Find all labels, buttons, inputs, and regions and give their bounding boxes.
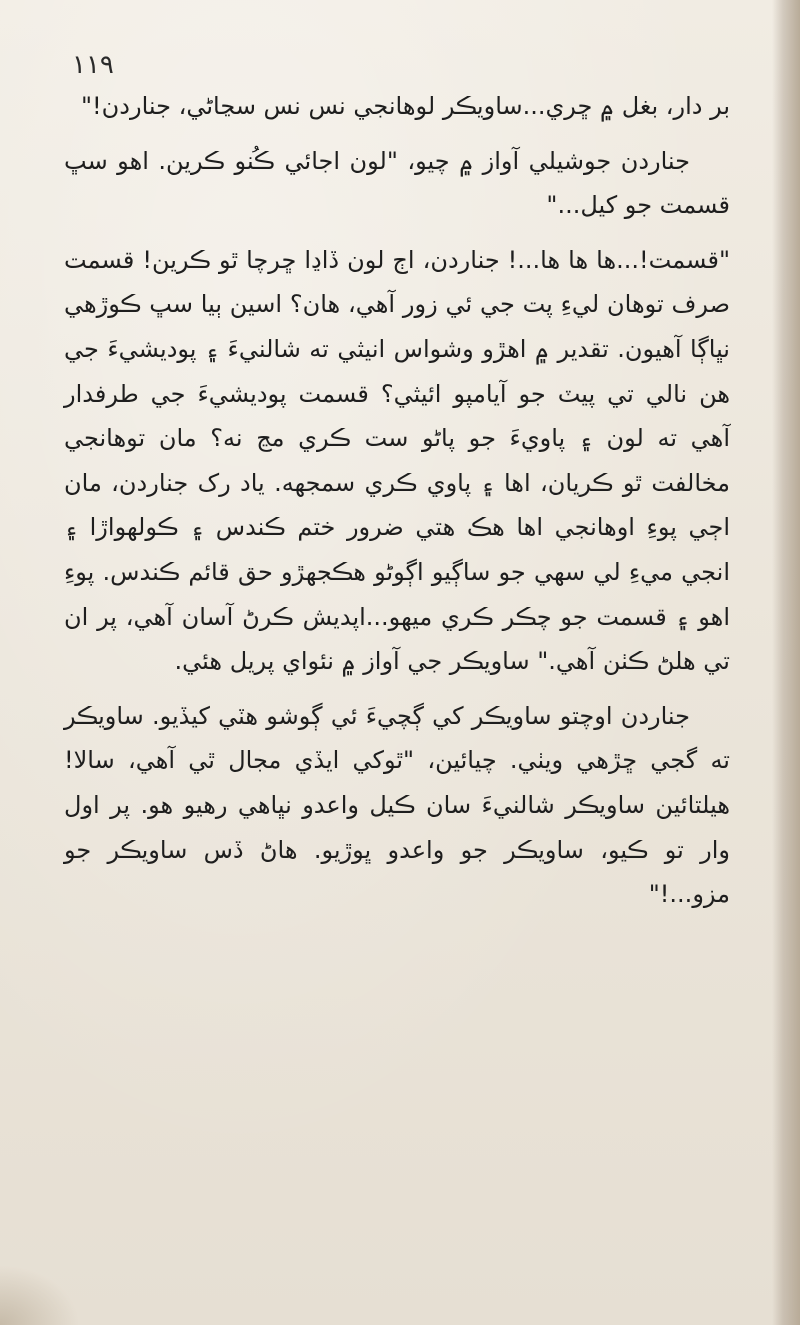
paragraph-3: "قسمت!...ها ها ها...! جناردن، اڄ لون ڏاڍا ڇرچا ٿو ڪرين! قسمت صرف توهان ليءِ پت جي ئي زور آهي، هان؟ اسين ٻيا سڀ ڪوڙهي نڀاڳا آهيون. تقدير ۾ اهڙو وشواس انيثي ته شالنيءَ ۽ پوديشيءَ جي هن نالي تي پيٽ جو آيامپو ائيثي؟ قسمت پوديشيءَ جي طرفدار آهي ته لون ۽ پاويءَ جو پاڻو ست ڪري مڃ نه؟ مان توهانجي مخالفت ٿو ڪريان، اها ۽ پاوي ڪري سمجهه. ياد رک جناردن، مان اڄي پوءِ اوهانجي اها هڪ هتي ضرور ختم ڪندس ۽ ڪولهواڙا ۽ انجي ميءِ لي سهي جو ساڳيو اڳوڻو هڪجهڙو حق قائم ڪندس. پوءِ اهو ۽ قسمت جو چڪر ڪري ميهو...اپديش ڪرڻ آسان آهي، پر ان تي هلڻ ڪٺن آهي." ساويڪر جي آواز ۾ نئواي پريل هئي. <box>64 245 730 676</box>
page-number: ١١٩ <box>72 50 114 80</box>
paragraph-4: جناردن اوچتو ساويڪر کي ڳچيءَ ئي ڳوشو هٽي کيڏيو. ساويڪر ته گجي ڇڙهي ويٺي. چيائين، "ٿوکي ايڏي مجال ٿي آهي، سالا! هيلتائين ساويڪر شالنيءَ سان ڪيل واعدو نڀاهي رهيو هو. پر اول وار تو ڪيو، ساويڪر جو واعدو ڀوڙيو. هاڻ ڏس ساويڪر جو مزو...!" <box>64 701 730 909</box>
body-text <box>64 84 730 917</box>
paragraph-2: جناردن جوشيلي آواز ۾ چيو، "لون اجائي ڪُنو ڪرين. اهو سڀ قسمت جو کيل..." <box>64 146 730 220</box>
page-corner-shadow <box>0 1265 80 1325</box>
paragraph-1: بر دار، بغل ۾ ڇري...ساويڪر لوهانجي نس نس سڃاڻي، جناردن!" <box>81 92 730 120</box>
page-edge-shadow <box>772 0 800 1325</box>
